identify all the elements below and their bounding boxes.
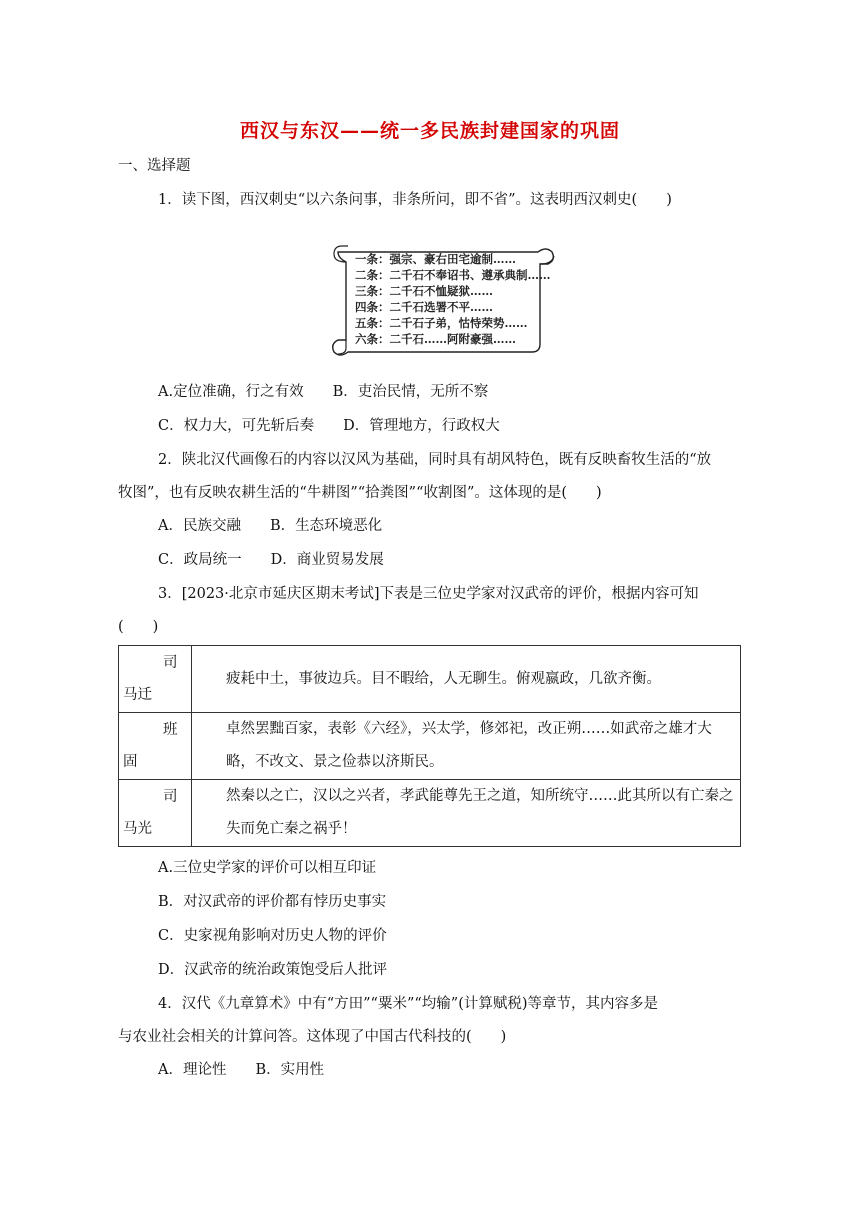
historian-name-part: 马光 — [123, 821, 152, 837]
historian-name-part: 马迁 — [123, 687, 152, 703]
question-2-stem-line-2: 牧图”，也有反映农耕生活的“牛耕图”“拾粪图”“收割图”。这体现的是( ) — [118, 485, 602, 501]
question-3-stem-line-1: 3．[2023·北京市延庆区期末考试]下表是三位史学家对汉武帝的评价，根据内容可知 — [158, 586, 699, 602]
evaluation-cell: 然秦以之亡，汉以之兴者，孝武能尊先王之道，知所统守……此其所以有亡秦之失而免亡秦之祸乎！ — [192, 780, 741, 847]
table-row — [119, 780, 741, 847]
question-4-stem-line-1: 4．汉代《九章算术》中有“方田”“粟米”“均输”(计算赋税)等章节，其内容多是 — [158, 996, 659, 1012]
scroll-line: 二条：二千石不奉诏书、遵承典制…… — [355, 268, 551, 282]
evaluation-cell: 疲耗中土，事彼边兵。目不暇给，人无聊生。俯观嬴政，几欲齐衡。 — [192, 646, 741, 713]
question-4-stem-line-2: 与农业社会相关的计算问答。这体现了中国古代科技的( ) — [118, 1029, 507, 1045]
historian-name-cell — [119, 713, 192, 780]
historian-name-part: 司 — [163, 655, 178, 671]
page-title: 西汉与东汉——统一多民族封建国家的巩固 — [239, 120, 620, 142]
historian-name-cell — [119, 780, 192, 847]
question-3-option-b: B．对汉武帝的评价都有悖历史事实 — [158, 894, 387, 910]
scroll-line: 五条：二千石子弟，怙恃荣势…… — [355, 316, 528, 330]
question-3-option-c: C．史家视角影响对历史人物的评价 — [158, 928, 387, 944]
table-row — [119, 646, 741, 713]
question-3-option-a: A.三位史学家的评价可以相互印证 — [158, 860, 377, 876]
historian-name-part: 司 — [163, 789, 178, 805]
historian-name-part: 班 — [163, 722, 178, 738]
scroll-line: 六条：二千石……阿附豪强…… — [355, 332, 516, 346]
scroll-text — [355, 251, 551, 347]
scroll-line: 一条：强宗、豪右田宅逾制…… — [355, 252, 516, 266]
question-1-options-ab: A.定位准确，行之有效 B．吏治民情，无所不察 — [158, 384, 489, 400]
historian-evaluation-table — [118, 645, 741, 847]
question-4-options-ab: A．理论性 B．实用性 — [158, 1062, 325, 1078]
historian-name-part: 固 — [123, 754, 138, 770]
question-2-options-ab: A．民族交融 B．生态环境恶化 — [158, 518, 383, 534]
question-2-options-cd: C．政局统一 D．商业贸易发展 — [158, 552, 384, 568]
historian-name-cell — [119, 646, 192, 713]
table-row — [119, 713, 741, 780]
question-3-stem-line-2: ( ) — [118, 619, 159, 635]
question-1-options-cd: C．权力大，可先斩后奏 D．管理地方，行政权大 — [158, 418, 500, 434]
scroll-line: 四条：二千石选署不平…… — [355, 300, 493, 314]
scroll-line: 三条：二千石不恤疑狱…… — [355, 284, 493, 298]
evaluation-cell: 卓然罢黜百家，表彰《六经》，兴太学，修郊祀，改正朔……如武帝之雄才大略，不改文、景之俭恭以济斯民。 — [192, 713, 741, 780]
section-heading: 一、选择题 — [118, 158, 191, 174]
question-2-stem-line-1: 2．陕北汉代画像石的内容以汉风为基础，同时具有胡风特色，既有反映畜牧生活的“放 — [158, 452, 712, 468]
question-1-stem: 1．读下图，西汉刺史“以六条问事，非条所问，即不省”。这表明西汉刺史( ) — [158, 192, 672, 208]
question-3-option-d: D．汉武帝的统治政策饱受后人批评 — [158, 962, 388, 978]
